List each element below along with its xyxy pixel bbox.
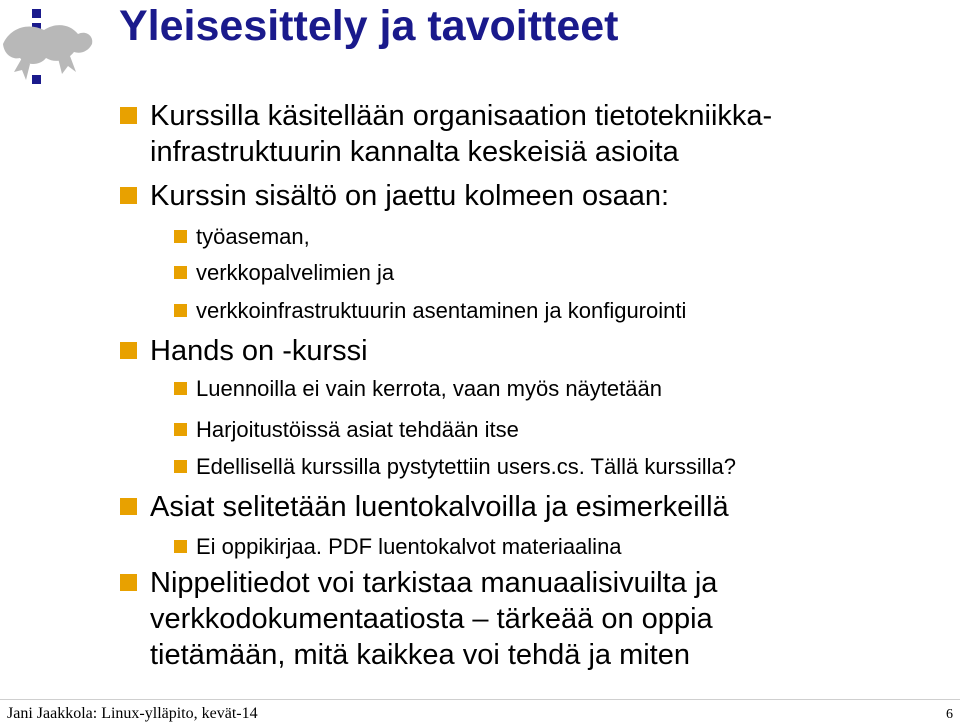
square-bullet-icon: [174, 423, 187, 436]
bullet-text-line: infrastruktuurin kannalta keskeisiä asioita: [150, 136, 679, 168]
bullet-text-line: työaseman,: [196, 224, 310, 249]
sub-bullet-item: [196, 533, 622, 561]
square-bullet-icon: [174, 460, 187, 473]
square-bullet-icon: [120, 498, 137, 515]
bullet-text-line: Ei oppikirjaa. PDF luentokalvot materiaalina: [196, 534, 622, 559]
sub-bullet-item: [196, 297, 686, 325]
square-bullet-icon: [174, 230, 187, 243]
bullet-text-line: tietämään, mitä kaikkea voi tehdä ja miten: [150, 639, 690, 671]
square-bullet-icon: [120, 342, 137, 359]
square-bullet-icon: [174, 266, 187, 279]
slide-title: Yleisesittely ja tavoitteet: [119, 2, 619, 50]
bullet-text-line: Kurssin sisältö on jaettu kolmeen osaan:: [150, 180, 670, 212]
footer-course-label: Jani Jaakkola: Linux-ylläpito, kevät-14: [7, 705, 258, 722]
square-bullet-icon: [120, 187, 137, 204]
square-bullet-icon: [174, 382, 187, 395]
sub-bullet-item: [196, 416, 519, 444]
bullet-item: [150, 98, 772, 170]
bullet-item: [150, 489, 729, 525]
bullet-text-line: verkkodokumentaatiosta – tärkeää on oppia: [150, 603, 713, 635]
square-bullet-icon: [120, 574, 137, 591]
bullet-text-line: verkkoinfrastruktuurin asentaminen ja konfigurointi: [196, 298, 687, 323]
bullet-text-line: Harjoitustöissä asiat tehdään itse: [196, 417, 519, 442]
sub-bullet-item: [196, 375, 662, 403]
bullet-text-line: Luennoilla ei vain kerrota, vaan myös näytetään: [196, 376, 662, 401]
square-bullet-icon: [174, 304, 187, 317]
sub-bullet-item: [196, 453, 736, 481]
bullet-item: [150, 565, 717, 673]
bullet-text-line: Hands on -kurssi: [150, 335, 368, 367]
bullet-text-line: Edellisellä kurssilla pystytettiin users.cs. Tällä kurssilla?: [196, 454, 737, 479]
sub-bullet-item: [196, 259, 394, 287]
bullet-text-line: Kurssilla käsitellään organisaation tietotekniikka-: [150, 100, 773, 132]
bullet-item: [150, 178, 669, 214]
sub-bullet-item: [196, 223, 310, 251]
bullet-text-line: verkkopalvelimien ja: [196, 260, 395, 285]
bullet-text-line: Nippelitiedot voi tarkistaa manuaalisivuilta ja: [150, 567, 718, 599]
page-number: 6: [946, 707, 953, 722]
footer-divider: [0, 699, 960, 700]
bullet-text-line: Asiat selitetään luentokalvoilla ja esimerkeillä: [150, 491, 729, 523]
square-bullet-icon: [174, 540, 187, 553]
square-bullet-icon: [120, 107, 137, 124]
bullet-item: [150, 333, 368, 369]
